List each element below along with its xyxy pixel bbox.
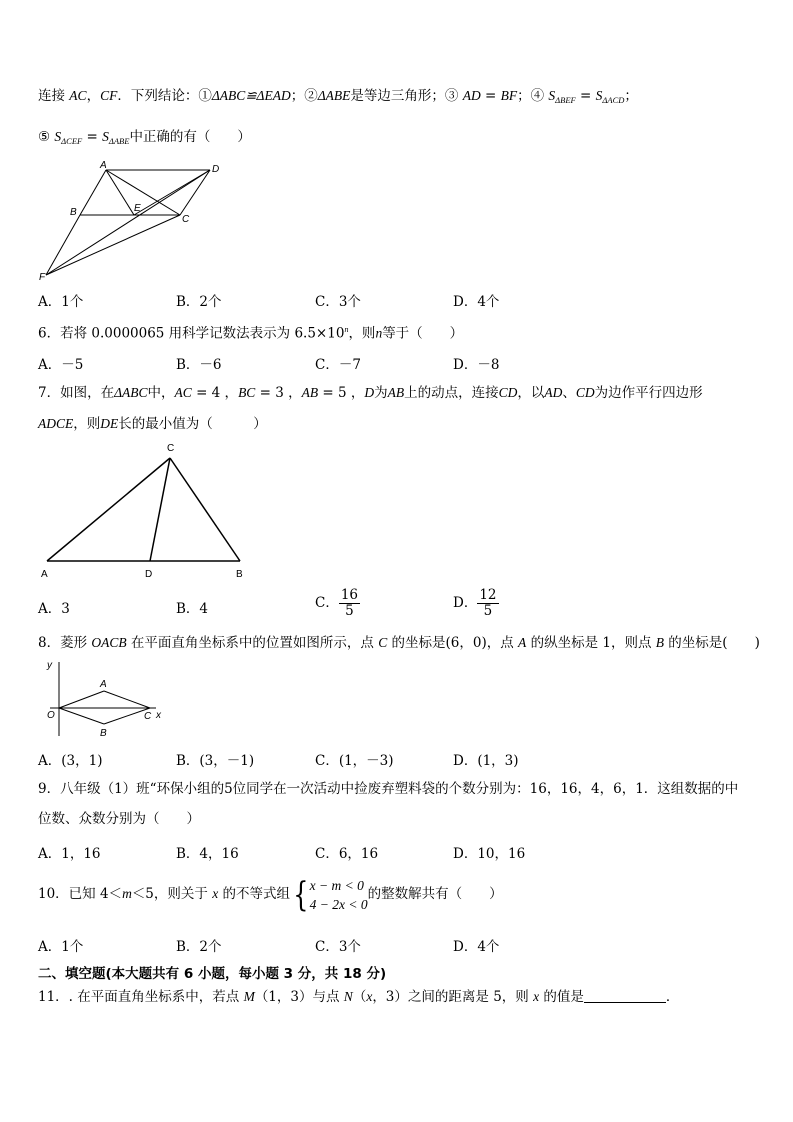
q8-option-d[interactable]: D．(1，3) — [453, 753, 519, 769]
q9-options — [38, 842, 738, 862]
q8-stem: 8．菱形 OACB 在平面直角坐标系中的位置如图所示，点 C 的坐标是(6，0)，点 A 的纵坐标是 1，则点 B 的坐标是( ) — [38, 635, 760, 651]
q5-label-D: D — [212, 164, 220, 175]
q5-label-E: E — [134, 203, 141, 214]
q7-stem-line1: 7．如图，在ΔABC中，AC = 4 ，BC = 3 ，AB = 5 ，D为AB上的动点，连接CD，以AD、CD为边作平行四边形 — [38, 385, 703, 401]
q6-option-a[interactable]: A．－5 — [38, 357, 84, 373]
q7-options — [38, 588, 738, 624]
q9-option-c[interactable]: C．6，16 — [315, 846, 379, 862]
q5-label-A: A — [100, 160, 107, 171]
q8-options — [38, 749, 738, 769]
q5-options — [38, 290, 738, 310]
q10-option-d[interactable]: D．4个 — [453, 939, 500, 955]
q6-options — [38, 353, 738, 373]
q7-figure-triangle — [38, 440, 258, 585]
q8-option-c[interactable]: C．(1，－3) — [315, 753, 394, 769]
q7-option-c[interactable]: C． $\frac{16}{5}$ — [315, 587, 359, 619]
section-heading-fill-in: 二、填空题(本大题共有 6 小题，每小题 3 分，共 18 分) — [38, 966, 387, 982]
q7-label-D: D — [145, 569, 153, 580]
q10-inequality-system: x − m < 0 4 − 2x < 0 — [309, 877, 368, 912]
q7-stem-line2: ADCE，则DE长的最小值为（ ） — [38, 416, 267, 432]
q8-option-b[interactable]: B．(3，－1) — [176, 753, 255, 769]
q8-figure-rhombus — [36, 656, 176, 740]
q5-label-C: C — [182, 214, 190, 225]
q9-option-b[interactable]: B．4，16 — [176, 846, 239, 862]
q10-stem: 10．已知 4＜m＜5，则关于 x 的不等式组{ x − m < 0 4 − 2x < 0 的整数解共有（ ） — [38, 874, 503, 915]
q11-stem: 11．. 在平面直角坐标系中，若点 M（1，3）与点 N（x，3）之间的距离是 5，则 x 的值是 ． — [38, 989, 680, 1005]
q5-option-d[interactable]: D．4个 — [453, 294, 500, 310]
q10-option-b[interactable]: B．2个 — [176, 939, 222, 955]
q7-label-C: C — [167, 443, 175, 454]
q5-label-F: F — [39, 272, 46, 283]
q8-label-y: y — [47, 660, 52, 671]
q5-label-B: B — [70, 207, 77, 218]
q6-stem: 6．若将 0.0000065 用科学记数法表示为 $6.5\times 10^n$，则n等于（ ） — [38, 325, 464, 342]
q5-stem-line2: ⑤ $S_{\Delta CEF} = S_{\Delta ABE}$中正确的有（ ） — [38, 129, 251, 146]
q8-label-B: B — [100, 728, 107, 739]
q8-label-x: x — [156, 710, 161, 721]
q8-option-a[interactable]: A．(3，1) — [38, 753, 103, 769]
q9-stem-line2: 位数、众数分别为（ ） — [38, 811, 200, 827]
q6-option-d[interactable]: D．－8 — [453, 357, 500, 373]
q8-label-O: O — [47, 710, 55, 721]
q5-figure-parallelogram — [34, 158, 234, 282]
q6-option-c[interactable]: C．－7 — [315, 357, 361, 373]
q8-label-C: C — [144, 711, 152, 722]
q7-option-a[interactable]: A．3 — [38, 601, 70, 617]
q7-label-B: B — [236, 569, 243, 580]
q5-stem-line1: 连接 AC，CF．下列结论：①ΔABC≌ΔEAD；②ΔABE是等边三角形；③ AD = BF；④ $S_{\Delta BEF} = S_{\Delta ACD}$； — [38, 88, 638, 105]
q9-stem-line1: 9．八年级（1）班“环保小组的5位同学在一次活动中捡废弃塑料袋的个数分别为：16，16，4，6，1．这组数据的中 — [38, 781, 739, 797]
q8-label-A: A — [100, 679, 107, 690]
q9-option-a[interactable]: A．1，16 — [38, 846, 101, 862]
q5-option-c[interactable]: C．3个 — [315, 294, 361, 310]
q6-option-b[interactable]: B．－6 — [176, 357, 222, 373]
q5-option-b[interactable]: B．2个 — [176, 294, 222, 310]
q7-option-b[interactable]: B．4 — [176, 601, 209, 617]
q10-options — [38, 935, 738, 955]
q10-option-c[interactable]: C．3个 — [315, 939, 361, 955]
q7-option-d[interactable]: D． $\frac{12}{5}$ — [453, 587, 497, 619]
q7-label-A: A — [41, 569, 48, 580]
q11-answer-blank[interactable] — [584, 988, 666, 1003]
q9-option-d[interactable]: D．10，16 — [453, 846, 526, 862]
q5-option-a[interactable]: A．1个 — [38, 294, 84, 310]
q10-option-a[interactable]: A．1个 — [38, 939, 84, 955]
q10-brace-icon: { — [293, 874, 309, 915]
